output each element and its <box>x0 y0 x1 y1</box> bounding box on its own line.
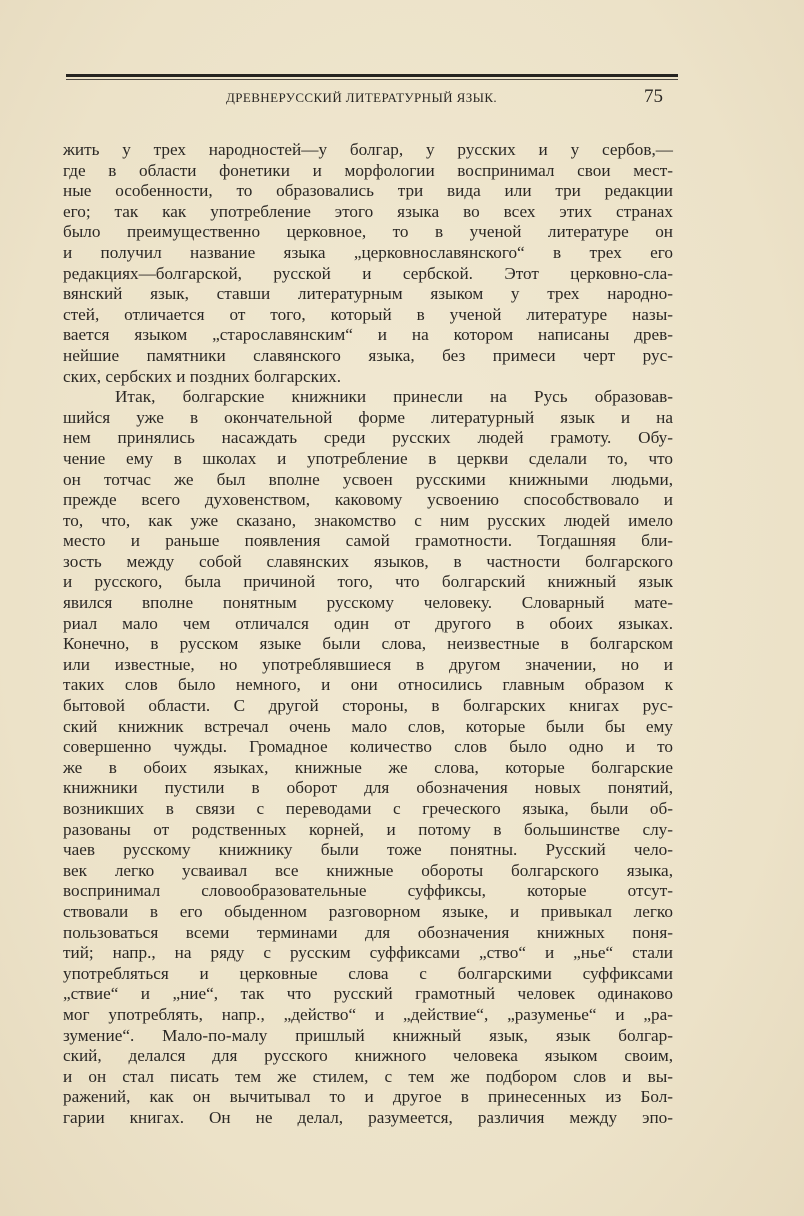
text-line: ствовали в его обыденном разговорном языке, и привыкал легко <box>63 901 673 921</box>
text-line: шийся уже в окончательной форме литературный язык и на <box>63 407 673 427</box>
page-number: 75 <box>644 86 663 107</box>
text-line: Итак, болгарские книжники принесли на Русь образовав- <box>115 387 673 407</box>
text-line: явился вполне понятным русскому человеку. Словарный мате- <box>63 593 673 613</box>
text-line: нейшие памятники славянского языка, без примеси черт рус- <box>63 345 673 365</box>
text-line: то, что, как уже сказано, знакомство с ним русских людей имело <box>63 510 673 530</box>
text-line: возникших в связи с переводами с греческого языка, были об- <box>63 799 673 818</box>
text-line: книжники пустили в оборот для обозначения новых понятий, <box>63 778 673 798</box>
text-line: прежде всего духовенством, каковому усвоению способствовало и <box>63 490 673 510</box>
text-line: чение ему в школах и употребление в церкви сделали то, что <box>63 448 673 468</box>
text-line: гарии книгах. Он не делал, разумеется, различия между эпо- <box>63 1107 673 1127</box>
text-line: ражений, как он вычитывал то и другое в принесенных из Бол- <box>63 1087 673 1107</box>
text-line: бытовой области. С другой стороны, в болгарских книгах рус- <box>63 696 673 716</box>
text-line: вянский язык, ставши литературным языком у трех народно- <box>63 284 673 304</box>
header-rule-thin <box>66 79 678 80</box>
text-line: совершенно чужды. Громадное количество слов было одно и то <box>63 737 673 757</box>
text-line: стей, отличается от того, который в ученой литературе назы- <box>63 304 673 324</box>
text-line: зость между собой славянских языков, в частности болгарского <box>63 551 673 571</box>
text-line: место и раньше появления самой грамотности. Тогдашняя бли- <box>63 531 673 551</box>
text-line: вается языком „старославянским“ и на котором написаны древ- <box>63 325 673 345</box>
text-line: было преимущественно церковное, то в ученой литературе он <box>63 222 673 242</box>
text-line: век легко усваивал все книжные обороты болгарского языка, <box>63 860 673 880</box>
text-line: ные особенности, то образовались три вида или три редакции <box>63 181 673 201</box>
text-line: ский книжник встречал очень мало слов, которые были бы ему <box>63 716 673 736</box>
text-line: употребляться и церковные слова с болгарскими суффиксами <box>63 963 673 983</box>
text-line: пользоваться всеми терминами для обозначения книжных поня- <box>63 922 673 942</box>
text-line: и русского, была причиной того, что болгарский книжный язык <box>63 572 673 592</box>
text-line: Конечно, в русском языке были слова, неизвестные в болгарском <box>63 634 673 654</box>
text-line: где в области фонетики и морфологии воспринимал свои мест- <box>63 160 673 180</box>
text-line: же в обоих языках, книжные же слова, которые болгарские <box>63 757 673 777</box>
text-line: тий; напр., на ряду с русским суффиксами „ство“ и „нье“ стали <box>63 943 673 963</box>
text-line: ский, делался для русского книжного человека языком своим, <box>63 1046 673 1066</box>
text-line: риал мало чем отличался один от другого в обоих языках. <box>63 613 673 633</box>
text-line: редакциях—болгарской, русской и сербской. Этот церковно-сла- <box>63 263 673 283</box>
text-line: разованы от родственных корней, и потому в большинстве слу- <box>63 819 673 839</box>
text-line: зумение“. Мало-по-малу пришлый книжный язык, язык болгар- <box>63 1025 673 1045</box>
text-line: и он стал писать тем же стилем, с тем же подбором слов и вы- <box>63 1066 673 1086</box>
text-line: чаев русскому книжнику были тоже понятны. Русский чело- <box>63 840 673 860</box>
text-line: таких слов было немного, и они относились главным образом к <box>63 675 673 695</box>
body-text <box>63 140 673 1129</box>
text-line: воспринимал словообразовательные суффиксы, которые отсут- <box>63 881 673 901</box>
running-header-title: ДРЕВНЕРУССКИЙ ЛИТЕРАТУРНЫЙ ЯЗЫК. <box>226 90 498 105</box>
text-line: жить у трех народностей—у болгар, у русских и у сербов,— <box>63 140 673 159</box>
text-line: ских, сербских и поздних болгарских. <box>63 366 342 386</box>
text-line: мог употреблять, напр., „действо“ и „действие“, „разуменье“ и „ра- <box>63 1004 673 1024</box>
text-line: нем принялись насаждать среди русских людей грамоту. Обу- <box>63 428 673 448</box>
text-line: и получил название языка „церковнославянского“ в трех его <box>63 242 673 262</box>
header-rule-thick <box>66 74 678 77</box>
text-line: или известные, но употреблявшиеся в другом значении, но и <box>63 654 673 674</box>
text-line: он тотчас же был вполне усвоен русскими книжными людьми, <box>63 469 673 489</box>
text-line: „ствие“ и „ние“, так что русский грамотный человек одинаково <box>63 984 673 1004</box>
text-line: его; так как употребление этого языка во всех этих странах <box>63 201 673 221</box>
